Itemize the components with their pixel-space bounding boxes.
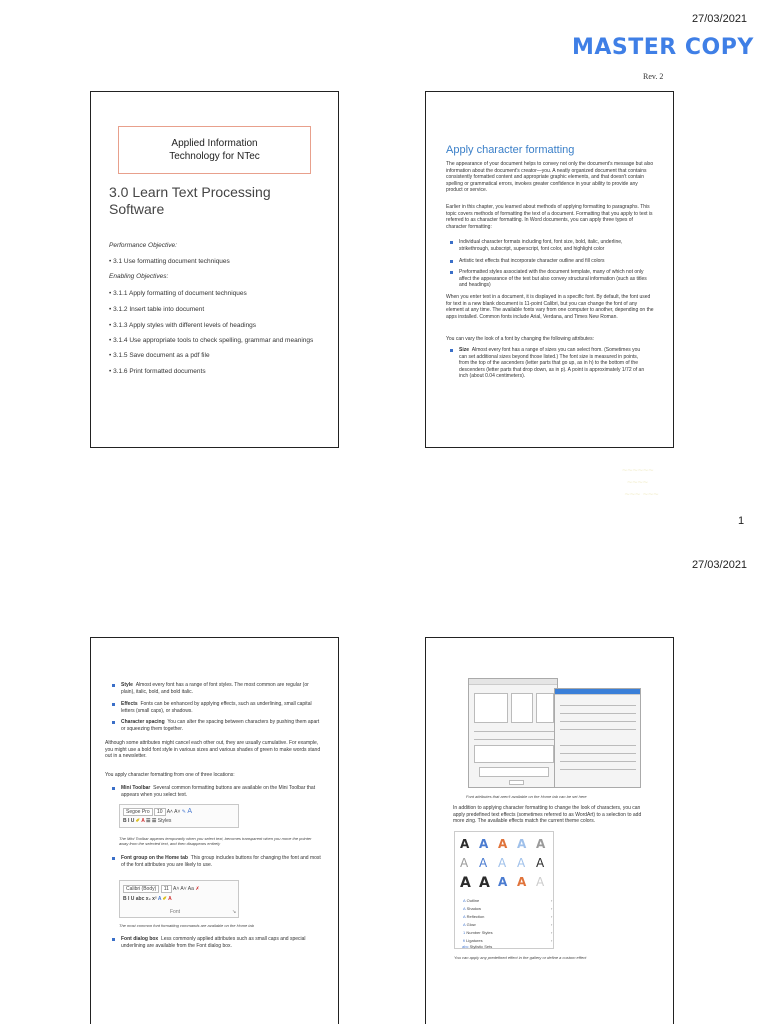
menu-stylistic-sets[interactable]: abc Stylistic Sets	[462, 944, 493, 949]
reflection-icon: A	[463, 914, 466, 919]
dialog-launcher-icon[interactable]: ↘	[232, 909, 237, 915]
menu-outline[interactable]: A Outline ›	[463, 898, 553, 903]
text-effects-gallery	[454, 831, 554, 949]
menu-ligatures[interactable]: fi Ligatures ›	[463, 938, 553, 943]
menu-reflection[interactable]: A Reflection ›	[463, 914, 553, 919]
font-group	[119, 880, 239, 918]
bullet-item: Artistic text effects that incorporate character outline and fill colors	[459, 258, 649, 265]
mini-toolbar	[119, 804, 239, 828]
effect-a[interactable]: A	[498, 856, 507, 870]
effect-a[interactable]: A	[517, 856, 526, 870]
font-group-label: Font	[170, 909, 181, 915]
effects-section	[474, 745, 554, 763]
bullet-text: You can alter the spacing between characters by pushing them apart or squeezing them together.	[121, 719, 320, 732]
font-name-box[interactable]: Segoe Pro	[123, 808, 153, 816]
slide-4	[425, 637, 674, 1024]
effect-a[interactable]: A	[479, 837, 489, 851]
effect-a[interactable]: A	[536, 875, 545, 889]
style-list[interactable]	[511, 693, 533, 723]
menu-number-styles[interactable]: 1 Number Styles ›	[463, 930, 553, 935]
ligatures-icon: fi	[463, 938, 465, 943]
font-dialog	[468, 678, 558, 788]
bullet-text: Almost every font has a range of font styles. The most common are regular (or plain), italic, bold, and bold italic.	[121, 682, 309, 695]
text-effects-icon[interactable]: A	[157, 896, 162, 902]
course-title-line1: Applied Information	[171, 138, 258, 149]
bullet-label: Font group on the Home tab	[121, 855, 188, 861]
slide-2	[425, 91, 674, 448]
dialog-titlebar	[469, 679, 557, 685]
master-copy-stamp: MASTER COPY	[572, 35, 754, 60]
change-case-button[interactable]: Aa	[187, 886, 194, 892]
slide-3	[90, 637, 339, 1024]
effect-a[interactable]: A	[460, 856, 469, 870]
menu-glow[interactable]: A Glow ›	[463, 922, 553, 927]
bullets-icon[interactable]: ☰	[146, 818, 151, 824]
effect-a[interactable]: A	[536, 856, 545, 870]
styles-icon[interactable]: A	[187, 808, 193, 815]
slide-2-title: Apply character formatting	[446, 144, 575, 156]
font-size-box[interactable]: 11	[161, 885, 172, 893]
bullet-item-size	[459, 347, 649, 380]
objective-item: • 3.1.3 Apply styles with different levels of headings	[109, 322, 257, 329]
bullet-item-spacing	[121, 719, 321, 732]
effect-a[interactable]: A	[460, 837, 470, 851]
objective-item: • 3.1.5 Save document as a pdf file	[109, 352, 210, 359]
mini-toolbar-caption: The Mini Toolbar appears temporarily when you select text, becomes transparent when you move the pointer away from the selected text, and then disappears entirely	[119, 836, 312, 846]
performance-objective-heading: Performance Objective:	[109, 242, 177, 249]
objective-item: • 3.1.2 Insert table into document	[109, 306, 205, 313]
course-title-box	[118, 126, 311, 174]
glow-icon: A	[463, 922, 466, 927]
bold-italic-underline-buttons[interactable]: B I U	[123, 818, 135, 824]
objective-item: • 3.1.1 Apply formatting of document techniques	[109, 290, 247, 297]
submenu-arrow-icon: ›	[551, 906, 553, 911]
highlight-icon[interactable]: ✐	[162, 896, 167, 902]
objective-item: • 3.1.4 Use appropriate tools to check spelling, grammar and meanings	[109, 337, 314, 344]
effect-a[interactable]: A	[517, 875, 527, 889]
bullet-item: Individual character formats including font, font size, bold, italic, underline, strikethrough, subscript, superscript, font color, and highlight color	[459, 239, 649, 252]
size-list[interactable]	[536, 693, 554, 723]
font-color-icon[interactable]: A	[168, 896, 172, 902]
shadow-icon: A	[463, 906, 466, 911]
bullet-item-effects	[121, 701, 321, 714]
grow-font-icon[interactable]: A˄	[173, 886, 180, 892]
faint-handwriting: ~~~~~~ ~~~~ ~~~ ~~~	[622, 465, 659, 499]
bullet-label: Character spacing	[121, 719, 165, 725]
bullet-text: Fonts can be enhanced by applying effects, such as underlining, small capital letters (small caps), or shadows.	[121, 701, 312, 714]
shrink-font-icon[interactable]: A˅	[174, 809, 181, 815]
submenu-arrow-icon: ›	[551, 930, 553, 935]
submenu-arrow-icon: ›	[551, 922, 553, 927]
numbering-icon[interactable]: ☰	[151, 818, 157, 824]
dialog-titlebar	[555, 689, 640, 695]
slide-1-title	[109, 184, 319, 218]
ok-button[interactable]	[509, 780, 524, 785]
bullet-text: Almost every font has a range of sizes you can select from. (Sometimes you can set additional sizes beyond those listed.) The font size is measured in points, from the top of the ascenders (letter parts that go up, as in h) to the bottom of the descenders (letter parts that drop down, as in p). A point is approximately 1/72 of an inch (about 0.04 centimeters).	[459, 347, 645, 380]
gallery-caption: You can apply any predefined effect in the gallery or define a custom effect	[454, 955, 587, 960]
title-line2: Software	[109, 201, 165, 217]
date-top: 27/03/2021	[692, 13, 748, 25]
paragraph: When you enter text in a document, it is displayed in a specific font. By default, the font used for text in a new blank document is 11-point Calibri, but you can change the font of any element at any time. The available fonts vary from one computer to another, depending on the apps installed. Common fonts include Arial, Verdana, and Times New Roman.	[446, 294, 654, 320]
page-number: 1	[738, 515, 745, 527]
submenu-arrow-icon: ›	[551, 898, 553, 903]
number-styles-icon: 1	[463, 930, 466, 935]
bullet-text: Several common formatting buttons are available on the Mini Toolbar that appears when you select text.	[121, 785, 316, 798]
submenu-arrow-icon: ›	[551, 938, 553, 943]
paragraph: In addition to applying character formatting to change the look of characters, you can apply predefined text effects (sometimes referred to as WordArt) to a selection to add more zing. The available effects match the current theme colors.	[453, 805, 642, 825]
font-list[interactable]	[474, 693, 508, 723]
bullet-label: Style	[121, 682, 133, 688]
preview-box	[479, 767, 549, 777]
bullet-item-font-dialog	[121, 936, 321, 949]
paragraph: Earlier in this chapter, you learned about methods of applying formatting to paragraphs. This topic covers methods of formatting the text of a document. Formatting that you apply to text is referred to as character formatting. In Word documents, you can apply three types of character formatting:	[446, 204, 653, 230]
effect-a[interactable]: A	[479, 875, 490, 891]
bullet-text: This group includes buttons for changing the font and most of the font attributes you are likely to use.	[121, 855, 321, 868]
bullet-label: Font dialog box	[121, 936, 159, 942]
font-name-box[interactable]: Calibri (Body)	[123, 885, 159, 893]
bullet-label: Mini Toolbar	[121, 785, 151, 791]
date-mid: 27/03/2021	[692, 559, 748, 571]
shrink-font-icon[interactable]: A˅	[180, 886, 187, 892]
effect-a[interactable]: A	[498, 875, 508, 889]
styles-button[interactable]: Styles	[157, 818, 172, 824]
bullet-label: Size	[459, 347, 470, 353]
bullet-text: Less commonly applied attributes such as small caps and special underlining are available from the Font dialog box.	[121, 936, 306, 949]
highlight-icon[interactable]: ✐	[135, 818, 140, 824]
slide-1	[90, 91, 339, 448]
dialog-caption: Font attributes that aren't available on the Home tab can be set here	[466, 794, 587, 799]
paragraph: You can vary the look of a font by changing the following attributes:	[446, 336, 594, 342]
font-color-icon[interactable]: A	[141, 818, 145, 824]
title-line1: 3.0 Learn Text Processing	[109, 184, 271, 200]
effect-a[interactable]: A	[536, 837, 546, 851]
submenu-arrow-icon: ›	[551, 914, 553, 919]
effect-a[interactable]: A	[517, 837, 527, 851]
enabling-objectives-heading: Enabling Objectives:	[109, 273, 169, 280]
grow-font-icon[interactable]: A˄	[166, 809, 173, 815]
format-buttons[interactable]: B I U abc x₂ x²	[123, 896, 157, 902]
format-painter-icon[interactable]: ✎	[181, 809, 186, 815]
outline-icon: A	[463, 898, 466, 903]
bullet-item-mini-toolbar	[121, 785, 321, 798]
objective-item: • 3.1.6 Print formatted documents	[109, 368, 206, 375]
bullet-label: Effects	[121, 701, 138, 707]
stylistic-sets-icon: abc	[462, 944, 469, 949]
font-size-box[interactable]: 10	[154, 808, 166, 816]
effect-a[interactable]: A	[460, 875, 471, 891]
effect-a[interactable]: A	[479, 856, 488, 870]
performance-objective-item: • 3.1 Use formatting document techniques	[109, 258, 230, 265]
revision-label: Rev. 2	[643, 72, 664, 81]
clear-formatting-icon[interactable]: ✗	[195, 886, 200, 892]
font-dialog-advanced	[554, 688, 641, 788]
course-title-line2: Technology for NTec	[169, 151, 260, 162]
bullet-item-style	[121, 682, 321, 695]
effect-a[interactable]: A	[498, 837, 508, 851]
bullet-item: Preformatted styles associated with the document template, many of which not only affect the appearance of the text but also convey structural information (such as titles and headings)	[459, 269, 649, 289]
font-group-caption: The most common font formatting commands are available on the Home tab	[119, 923, 254, 928]
bullet-item-font-group	[121, 855, 321, 868]
paragraph: You apply character formatting from one of three locations:	[105, 772, 235, 778]
paragraph: Although some attributes might cancel each other out, they are usually cumulative. For example, you might use a bold font style in various sizes and various shades of green to make words stand out in a newsletter.	[105, 740, 321, 760]
paragraph: The appearance of your document helps to convey not only the document's message but also information about the document's creator—you. A neatly organized document that contains consistently formatted content and appropriate graphic elements, and that doesn't contain spelling or grammatical errors, invokes greater confidence in your ability to provide any product or service.	[446, 161, 654, 194]
menu-shadow[interactable]: A Shadow ›	[463, 906, 553, 911]
